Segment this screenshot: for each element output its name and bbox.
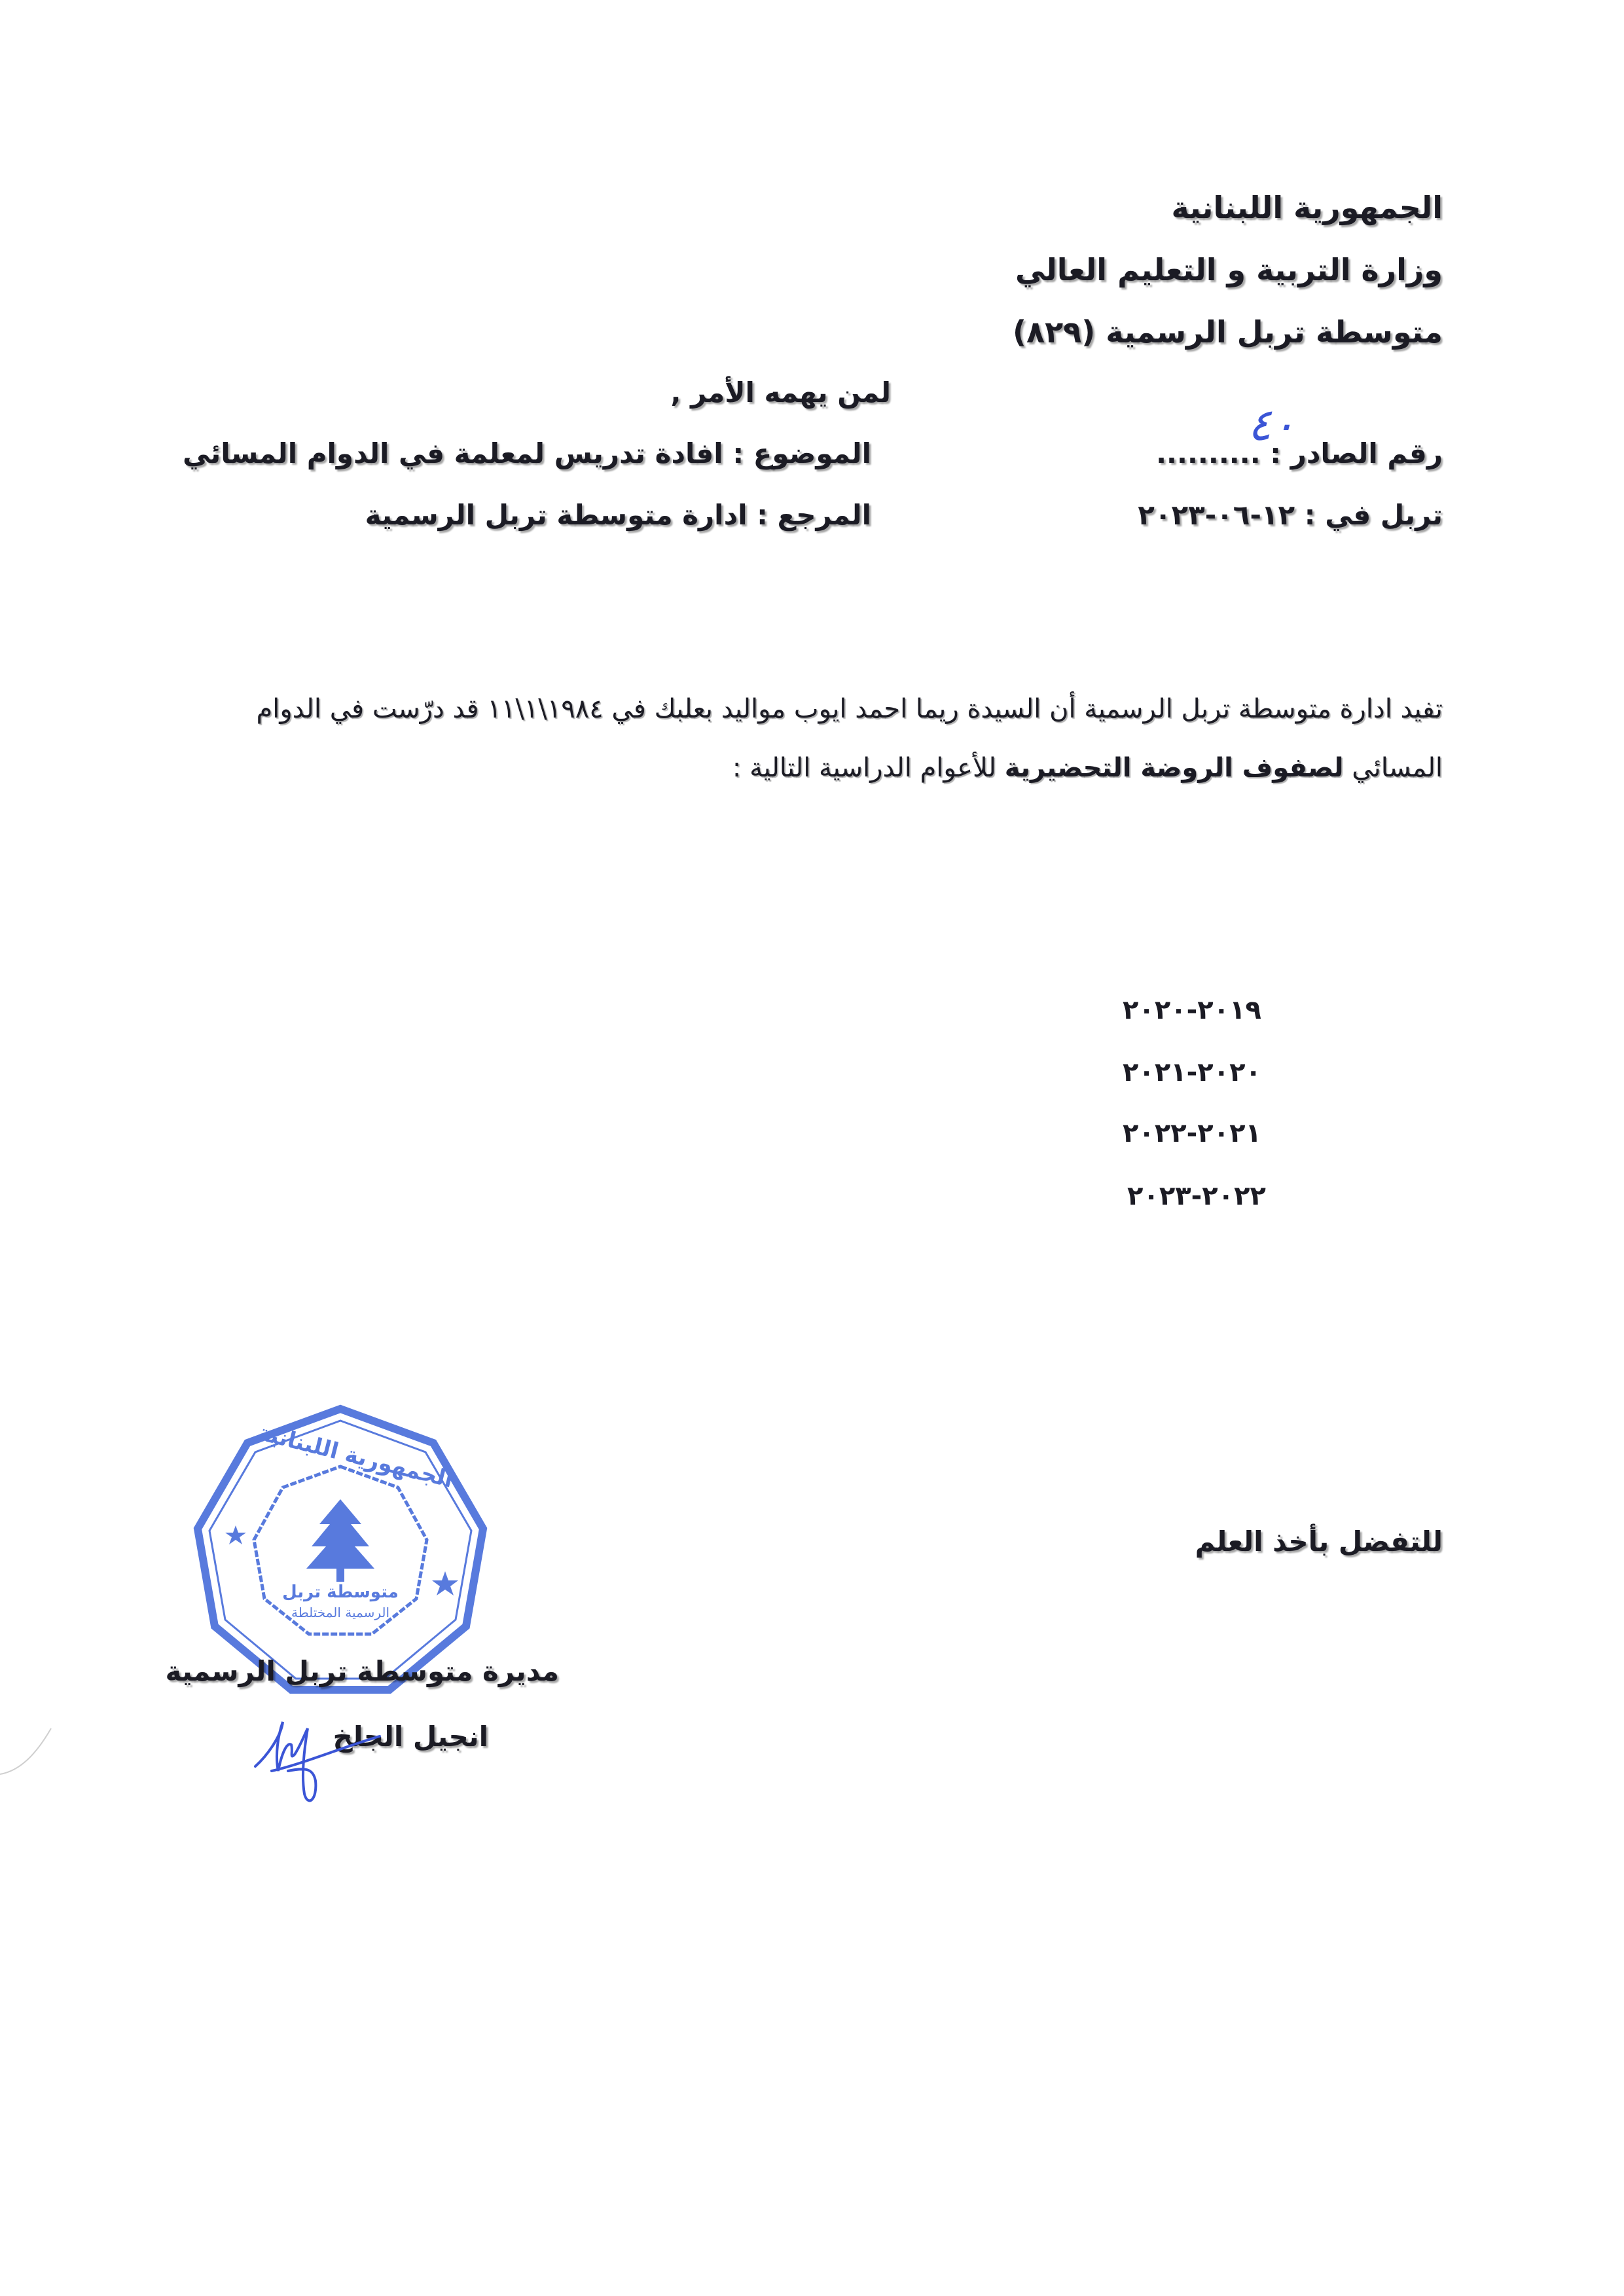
body-line-2-bold: لصفوف الروضة التحضيرية (1004, 753, 1344, 783)
body-line-2-end: للأعوام الدراسية التالية : (732, 753, 1005, 783)
star-icon (432, 1571, 458, 1595)
subject-row (183, 437, 871, 469)
closing-text: للتفضل بأخذ العلم (1195, 1525, 1443, 1558)
subject-value: افادة تدريس لمعلمة في الدوام المسائي (183, 437, 723, 469)
handwritten-signature (242, 1715, 386, 1813)
reference-number-dots: .......... (1156, 437, 1261, 469)
stamp-inner-text: متوسطة تربل (282, 1582, 399, 1602)
reference-number-row (1156, 437, 1443, 469)
signature-title: مديرة متوسطة تربل الرسمية (165, 1655, 559, 1687)
reference-row (365, 499, 871, 531)
subject-label: الموضوع : (732, 437, 871, 469)
school-year-3: ٢٠٢١-٢٠٢٢ (1123, 1118, 1261, 1148)
stamp-inner-text-2: الرسمية المختلطة (291, 1605, 390, 1620)
addressee: لمن يهمه الأمر , (670, 376, 891, 409)
body-line-2 (732, 753, 1443, 783)
reference-label: المرجع : (757, 499, 871, 531)
school-year-4: ٢٠٢٢-٢٠٢٣ (1127, 1181, 1266, 1211)
body-line-2-start: المسائي (1343, 753, 1443, 783)
stamp-outer-text-top: الجمهورية اللبنانية (255, 1419, 456, 1493)
header-ministry: وزارة التربية و التعليم العالي (1015, 252, 1443, 287)
reference-number-handwritten: ٤٠ (1247, 399, 1295, 451)
header-republic: الجمهورية اللبنانية (1171, 190, 1443, 225)
school-year-1: ٢٠١٩-٢٠٢٠ (1123, 995, 1261, 1025)
cedar-tree-icon (306, 1499, 374, 1582)
body-line-1: تفيد ادارة متوسطة تربل الرسمية أن السيدة ريما احمد ايوب مواليد بعلبك في ١٩٨٤\١\١١ قد درّست في الدوام (256, 694, 1443, 724)
reference-value: ادارة متوسطة تربل الرسمية (365, 499, 748, 531)
reference-number-label: رقم الصادر : (1270, 437, 1443, 469)
star-icon (225, 1525, 246, 1544)
scan-artifact (0, 1715, 59, 1794)
school-year-2: ٢٠٢٠-٢٠٢١ (1123, 1057, 1261, 1087)
date-value: ١٢-٠٦-٢٠٢٣ (1138, 499, 1295, 531)
header-school: متوسطة تربل الرسمية (٨٢٩) (1013, 314, 1443, 350)
signature-name: انجيل الجلخ (333, 1721, 488, 1753)
date-row (1138, 499, 1443, 531)
date-label: تربل في : (1304, 499, 1443, 531)
